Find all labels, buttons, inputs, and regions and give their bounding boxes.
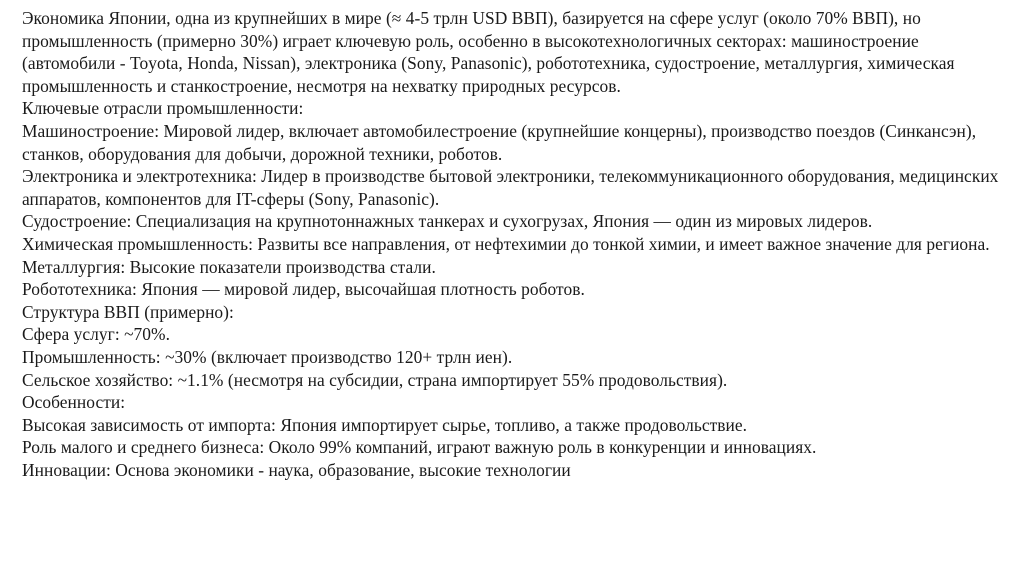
document-body [22,7,1007,481]
industry-shipbuilding: Судостроение: Специализация на крупнотоннажных танкерах и сухогрузах, Япония — один из мировых лидеров. [22,211,873,232]
feature-innovation: Инновации: Основа экономики - наука, образование, высокие технологии [22,459,571,480]
gdp-agriculture: Сельское хозяйство: ~1.1% (несмотря на субсидии, страна импортирует 55% продовольствия). [22,369,728,390]
gdp-industry: Промышленность: ~30% (включает производство 120+ трлн иен). [22,346,513,367]
industry-electronics: Электроника и электротехника: Лидер в производстве бытовой электроники, телекоммуникационного оборудования, медицинских аппаратов, компонентов для IT-сферы (Sony, Panasonic). [22,166,999,209]
industry-chemical: Химическая промышленность: Развиты все направления, от нефтехимии до тонкой химии, и имеет важное значение для региона. [22,233,990,254]
feature-small-business: Роль малого и среднего бизнеса: Около 99% компаний, играют важную роль в конкуренции и инновациях. [22,437,817,458]
gdp-services: Сфера услуг: ~70%. [22,324,170,345]
industry-metallurgy: Металлургия: Высокие показатели производства стали. [22,256,436,277]
industry-machinery: Машиностроение: Мировой лидер, включает автомобилестроение (крупнейшие концерны), производство поездов (Синкансэн), станков, оборудования для добычи, дорожной техники, роботов. [22,120,977,164]
industry-robotics: Робототехника: Япония — мировой лидер, высочайшая плотность роботов. [22,279,585,300]
section-heading-key-industries: Ключевые отрасли промышленности: [22,98,304,119]
section-heading-features: Особенности: [22,392,126,413]
section-heading-gdp-structure: Структура ВВП (примерно): [22,301,234,322]
intro-paragraph: Экономика Японии, одна из крупнейших в мире (≈ 4-5 трлн USD ВВП), базируется на сфере услуг (около 70% ВВП), но промышленность (примерно 30%) играет ключевую роль, особенно в высокотехнологичных секторах: машиностроение (автомобили - Toyota, Honda, Nissan), электроника (Sony, Panasonic), робототехника, судостроение, металлургия, химическая промышленность и станкостроение, несмотря на нехватку природных ресурсов. [22,8,955,96]
feature-import-dependence: Высокая зависимость от импорта: Япония импортирует сырье, топливо, а также продовольствие. [22,414,748,435]
